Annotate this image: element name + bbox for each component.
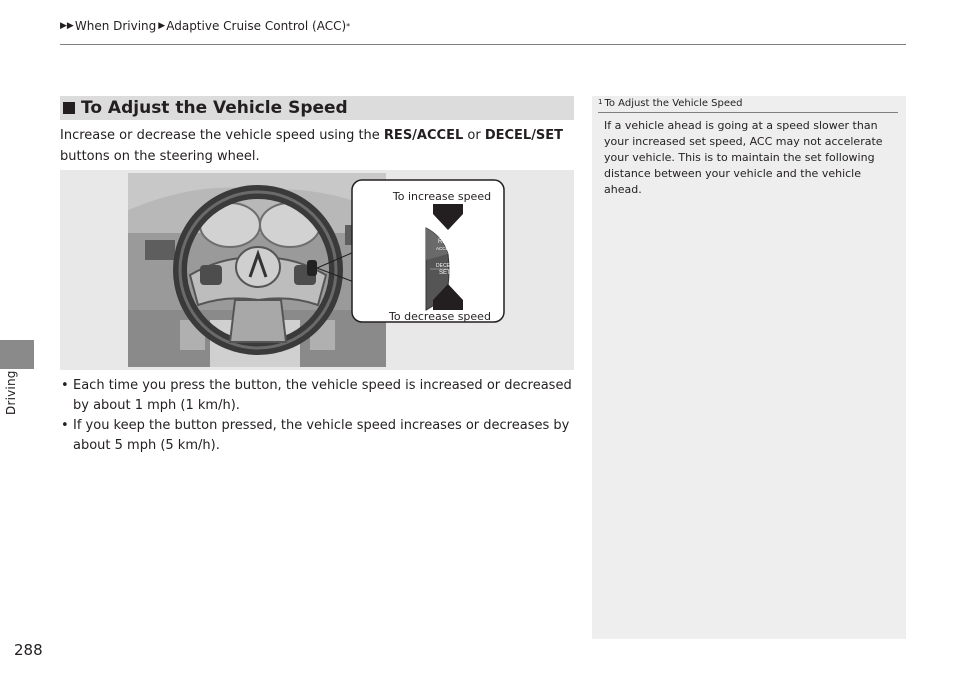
bullet-icon: •	[61, 378, 69, 393]
breadcrumb-asterisk: *	[346, 21, 351, 31]
bullet-list	[60, 376, 580, 456]
breadcrumb-arrow-icon: ▶▶	[60, 21, 74, 31]
bullet-icon: •	[61, 418, 69, 433]
note-panel	[592, 96, 906, 639]
note-heading	[598, 98, 898, 113]
steering-wheel-figure	[60, 170, 574, 370]
cruise-button-location	[307, 260, 317, 276]
list-item	[60, 376, 580, 416]
bullet-text: Each time you press the button, the vehicle speed is increased or decreased by about 1 mph (1 km/h).	[73, 378, 572, 413]
section-title: To Adjust the Vehicle Speed	[81, 98, 348, 118]
decrease-speed-label: To decrease speed	[389, 310, 491, 323]
intro-text: or	[463, 128, 485, 143]
breadcrumb-item: Adaptive Cruise Control (ACC)	[166, 19, 347, 33]
res-text: RES	[438, 239, 451, 245]
increase-speed-label: To increase speed	[392, 190, 492, 203]
note-number: 1	[598, 98, 603, 106]
breadcrumb-arrow-icon: ▶	[158, 21, 166, 31]
page-number: 288	[14, 641, 43, 659]
decel-text: DECEL	[436, 263, 453, 269]
chapter-label: Driving	[4, 370, 18, 415]
intro-paragraph	[60, 125, 580, 167]
breadcrumb	[60, 19, 350, 33]
chapter-tab	[0, 340, 34, 369]
intro-text: Increase or decrease the vehicle speed using the	[60, 128, 384, 143]
breadcrumb-item: When Driving	[74, 19, 157, 33]
steering-wheel-illustration	[60, 170, 574, 370]
section-heading	[60, 96, 574, 120]
set-text: SET	[439, 270, 451, 276]
note-title: To Adjust the Vehicle Speed	[604, 98, 743, 109]
section-square-icon	[63, 102, 75, 114]
bullet-text: If you keep the button pressed, the vehicle speed increases or decreases by about 5 mph (5 km/h).	[73, 418, 570, 453]
header-rule	[60, 44, 906, 45]
decel-set-label: DECEL/SET	[484, 128, 564, 143]
intro-text: buttons on the steering wheel.	[60, 149, 260, 164]
list-item	[60, 416, 580, 456]
accel-text: ACCEL	[436, 246, 452, 251]
res-accel-label: RES/ACCEL	[383, 128, 464, 143]
note-body: If a vehicle ahead is going at a speed slower than your increased set speed, ACC may not accelerate your vehicle. This is to maintain the set following distance between your vehicle and the vehicle ahead.	[604, 119, 883, 196]
